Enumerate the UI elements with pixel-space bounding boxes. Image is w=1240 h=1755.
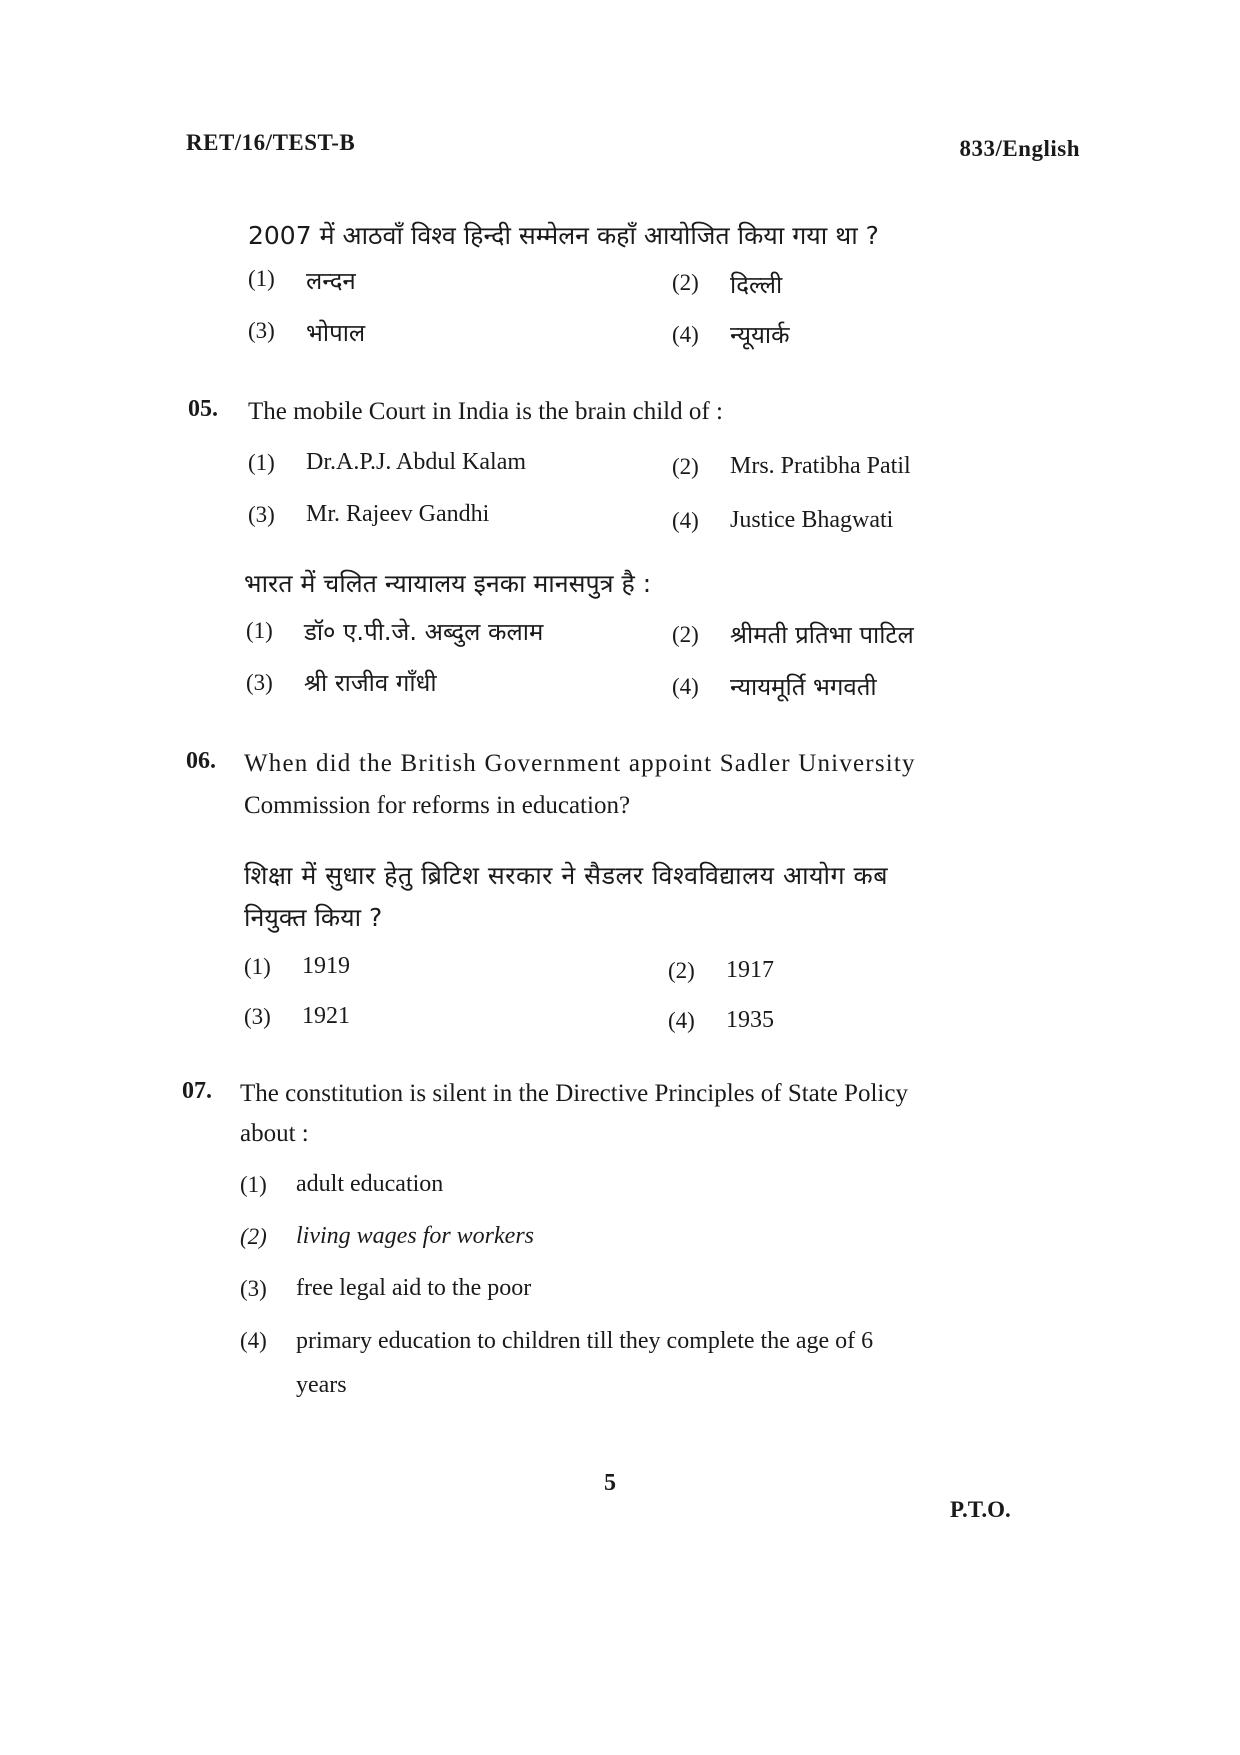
q05-hindi-option-3-num: (3) xyxy=(246,670,273,695)
q05-option-3-text: Mr. Rajeev Gandhi xyxy=(306,501,490,527)
q04-option-4-num: (4) xyxy=(672,322,699,347)
q04-option-1-num: (1) xyxy=(248,266,275,291)
q06-option-1-text: 1919 xyxy=(302,953,350,979)
q07-number: 07. xyxy=(182,1078,212,1104)
q06-hindi-line2: नियुक्त किया ? xyxy=(244,903,383,932)
q05-option-1-num: (1) xyxy=(248,450,275,475)
q07-option-4-text: primary education to children till they complete the age of 6 xyxy=(296,1328,874,1354)
q07-question-line1: The constitution is silent in the Directive Principles of State Policy xyxy=(240,1080,908,1107)
q05-option-2-text: Mrs. Pratibha Patil xyxy=(730,453,911,479)
q04-option-2-num: (2) xyxy=(672,270,699,295)
q05-hindi-option-1-text: डॉ० ए.पी.जे. अब्दुल कलाम xyxy=(304,618,544,646)
q05-option-1-text: Dr.A.P.J. Abdul Kalam xyxy=(306,449,527,475)
q05-hindi-option-2-num: (2) xyxy=(672,622,699,647)
q05-option-4-text: Justice Bhagwati xyxy=(730,507,894,533)
q04-hindi-question: 2007 में आठवाँ विश्व हिन्दी सम्मेलन कहाँ आयोजित किया गया था ? xyxy=(248,221,879,250)
q07-option-1-text: adult education xyxy=(296,1171,444,1197)
q05-hindi-option-3-text: श्री राजीव गाँधी xyxy=(304,669,437,697)
pto-label: P.T.O. xyxy=(950,1497,1011,1522)
q05-hindi-option-4-num: (4) xyxy=(672,674,699,699)
q04-option-1-text: लन्दन xyxy=(306,267,356,295)
q04-option-3-text: भोपाल xyxy=(306,319,366,347)
q05-option-3-num: (3) xyxy=(248,502,275,527)
q04-option-4-text: न्यूयार्क xyxy=(730,321,790,349)
q05-number: 05. xyxy=(188,396,218,422)
q06-option-2-text: 1917 xyxy=(726,957,774,983)
q07-option-3-text: free legal aid to the poor xyxy=(296,1275,532,1301)
q05-option-4-num: (4) xyxy=(672,508,699,533)
q05-option-2-num: (2) xyxy=(672,454,699,479)
q04-option-2-text: दिल्ली xyxy=(730,271,783,299)
q06-hindi-line1: शिक्षा में सुधार हेतु ब्रिटिश सरकार ने सैडलर विश्वविद्यालय आयोग कब xyxy=(244,861,888,890)
q04-option-3-num: (3) xyxy=(248,318,275,343)
q07-option-1-num: (1) xyxy=(240,1172,267,1197)
q06-number: 06. xyxy=(186,748,216,774)
q05-question: The mobile Court in India is the brain child of : xyxy=(248,398,723,425)
q06-option-2-num: (2) xyxy=(668,958,695,983)
q06-question-line1: When did the British Government appoint Sadler University xyxy=(244,750,916,777)
q07-option-4-num: (4) xyxy=(240,1328,267,1353)
paper-subject: 833/English xyxy=(959,136,1080,161)
q07-option-2-text: living wages for workers xyxy=(296,1223,534,1249)
q05-hindi-question: भारत में चलित न्यायालय इनका मानसपुत्र है : xyxy=(244,569,652,598)
q06-option-4-text: 1935 xyxy=(726,1007,774,1033)
q06-option-4-num: (4) xyxy=(668,1008,695,1033)
q07-option-2-num: (2) xyxy=(240,1224,267,1249)
q07-option-4-text-line2: years xyxy=(296,1372,347,1398)
paper-code: RET/16/TEST-B xyxy=(186,130,356,155)
q06-question-line2: Commission for reforms in education? xyxy=(244,792,631,819)
q05-hindi-option-1-num: (1) xyxy=(246,618,273,643)
q07-question-line2: about : xyxy=(240,1120,309,1147)
page-number: 5 xyxy=(604,1470,616,1496)
q07-option-3-num: (3) xyxy=(240,1276,267,1301)
q05-hindi-option-4-text: न्यायमूर्ति भगवती xyxy=(730,673,877,701)
q06-option-1-num: (1) xyxy=(244,954,271,979)
q06-option-3-text: 1921 xyxy=(302,1003,350,1029)
q06-option-3-num: (3) xyxy=(244,1004,271,1029)
q05-hindi-option-2-text: श्रीमती प्रतिभा पाटिल xyxy=(730,621,914,649)
